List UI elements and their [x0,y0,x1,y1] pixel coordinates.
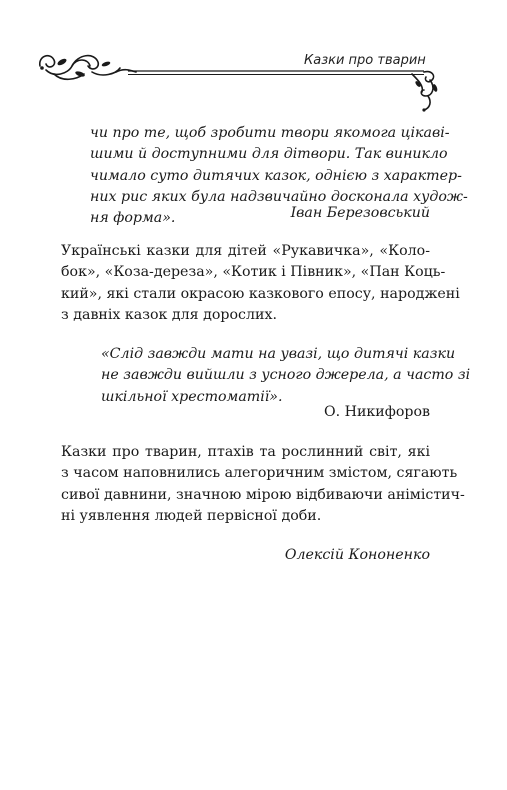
quote-author: О. Никифоров [323,404,430,420]
page-header [32,44,442,114]
paragraph-author: Олексій Кононенко [284,547,430,563]
body-paragraph [61,241,460,326]
quote-line: чимало суто дитячих казок, однією з характер- [90,167,462,184]
paragraph-line: з давніх казок для дорослих. [61,306,277,323]
quote-line: «Слід завжди мати на увазі, що дитячі казки [101,346,456,362]
paragraph-line: бок», «Коза-дереза», «Котик і Півник», «Пан Коць- [61,264,446,281]
body-paragraph [61,442,465,527]
quote-line: чи про те, щоб зробити твори якомога цікаві- [90,125,450,141]
quote-line: ня форма». [90,210,176,227]
quote-line: них рис яких була надзвичайно досконала худож- [90,188,468,205]
paragraph-line: з часом наповнились алегоричним змістом, сягають [61,465,458,482]
quote-block [101,344,471,408]
paragraph-line: Українські казки для дітей «Рукавичка», «Коло- [61,243,430,259]
running-head: Казки про тварин [304,53,426,68]
quote-line: не завжди вийшли з усного джерела, а часто зі [101,367,471,384]
paragraph-line: Казки про тварин, птахів та рослинний світ, які [61,444,430,460]
paragraph-line: ні уявлення людей первісної доби. [61,507,322,524]
quote-line: шкільної хрестоматії». [101,388,283,405]
quote-author: Іван Березовський [290,205,430,221]
paragraph-line: сивої давнини, значною мірою відбиваючи анімістич- [61,486,465,503]
paragraph-line: кий», які стали окрасою казкового епосу, народжені [61,285,460,302]
quote-line: шими й доступними для дітвори. Так виникло [90,146,448,163]
